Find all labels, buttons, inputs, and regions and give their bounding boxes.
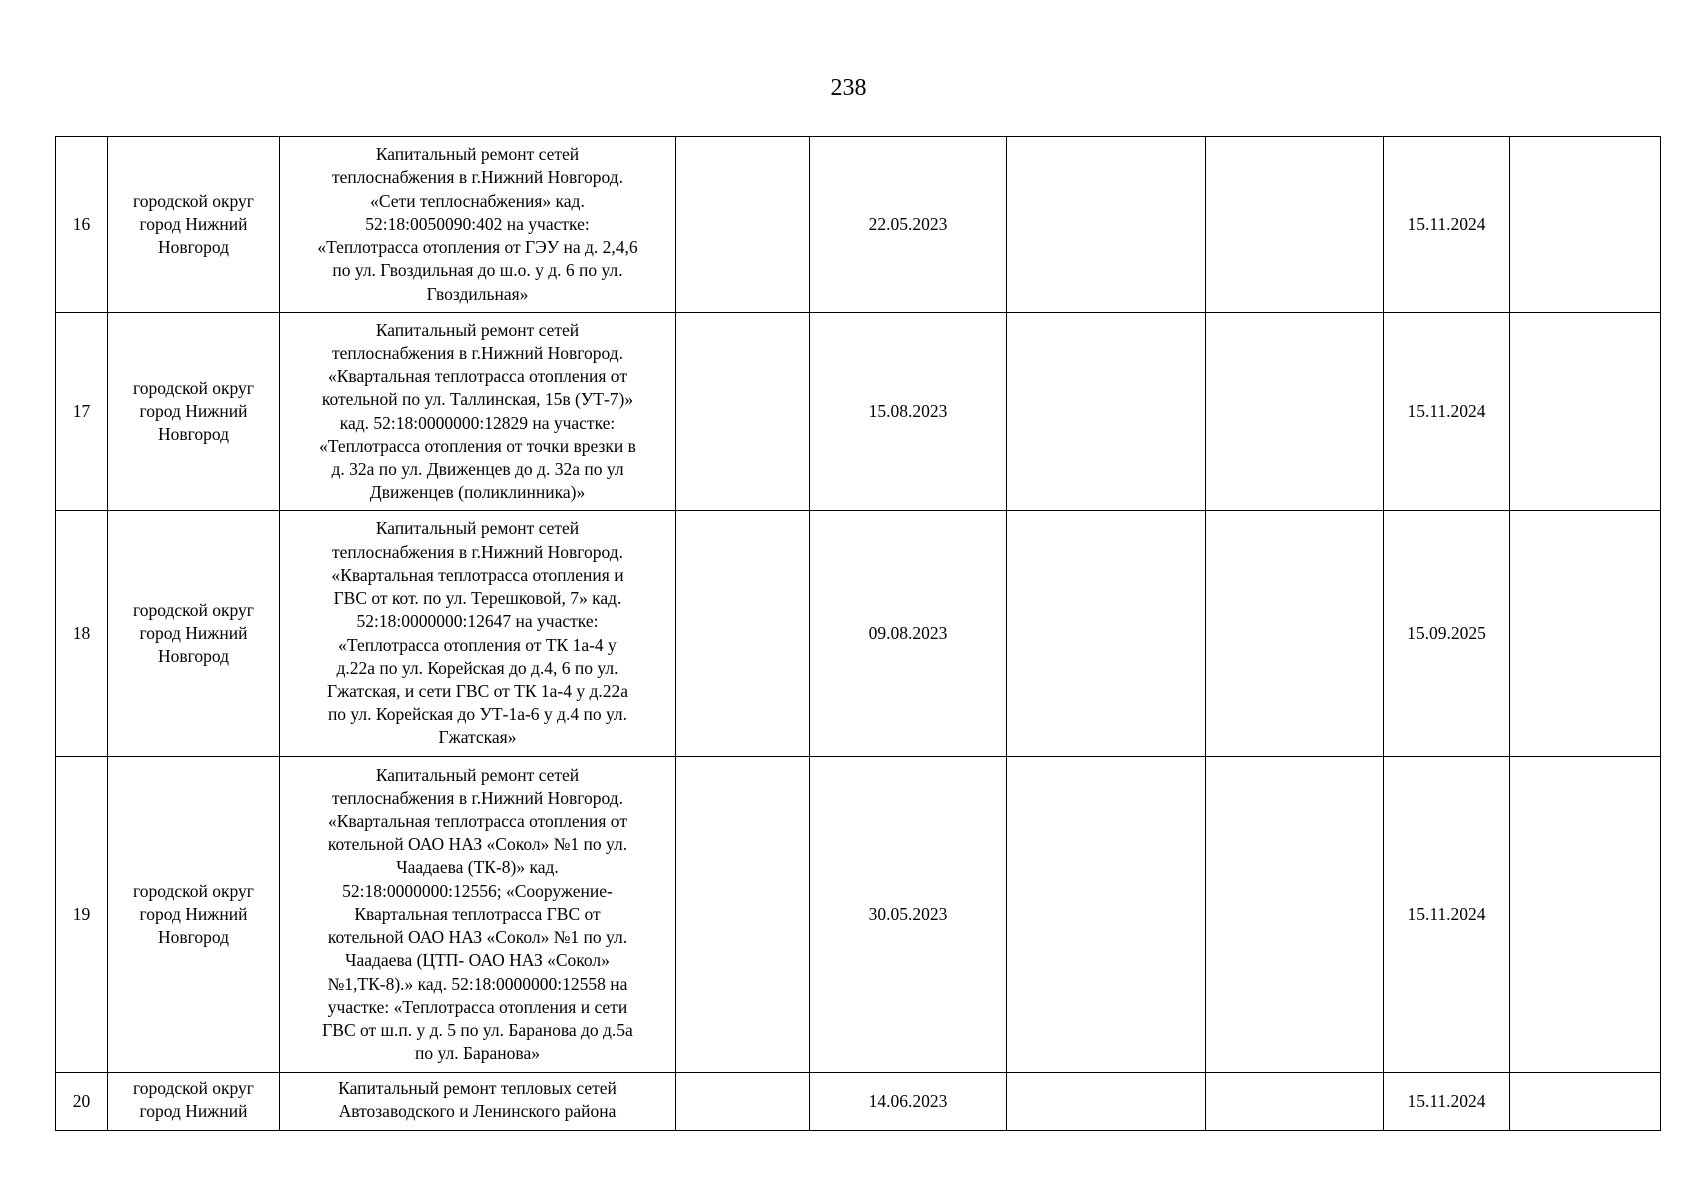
row-number: 16 <box>56 137 108 313</box>
empty-cell <box>1206 137 1384 313</box>
empty-cell <box>676 511 810 757</box>
start-date-cell: 22.05.2023 <box>810 137 1007 313</box>
description-cell: Капитальный ремонт тепловых сетей Автозаводского и Ленинского района <box>280 1073 676 1131</box>
page-number: 238 <box>830 75 867 101</box>
municipality-cell: городской округ город Нижний Новгород <box>108 757 280 1073</box>
empty-cell <box>1510 511 1661 757</box>
start-date-cell: 09.08.2023 <box>810 511 1007 757</box>
empty-cell <box>1206 757 1384 1073</box>
table-row <box>56 137 1661 313</box>
table-row <box>56 1073 1661 1131</box>
empty-cell <box>1510 313 1661 511</box>
municipality-cell: городской округ город Нижний Новгород <box>108 137 280 313</box>
end-date-cell: 15.11.2024 <box>1384 757 1510 1073</box>
empty-cell <box>676 137 810 313</box>
empty-cell <box>1007 313 1206 511</box>
empty-cell <box>1007 511 1206 757</box>
municipality-cell: городской округ город Нижний Новгород <box>108 313 280 511</box>
municipality-cell: городской округ город Нижний <box>108 1073 280 1131</box>
start-date-cell: 14.06.2023 <box>810 1073 1007 1131</box>
empty-cell <box>1510 137 1661 313</box>
empty-cell <box>1510 1073 1661 1131</box>
empty-cell <box>676 313 810 511</box>
row-number: 19 <box>56 757 108 1073</box>
end-date-cell: 15.11.2024 <box>1384 137 1510 313</box>
description-cell: Капитальный ремонт сетей теплоснабжения в г.Нижний Новгород. «Сети теплоснабжения» кад. 52:18:0050090:402 на участке: «Теплотрасса отопления от ГЭУ на д. 2,4,6 по ул. Гвоздильная до ш.о. у д. 6 по ул. Гвоздильная» <box>280 137 676 313</box>
start-date-cell: 15.08.2023 <box>810 313 1007 511</box>
end-date-cell: 15.09.2025 <box>1384 511 1510 757</box>
description-cell: Капитальный ремонт сетей теплоснабжения в г.Нижний Новгород. «Квартальная теплотрасса отопления от котельной по ул. Таллинская, 15в (УТ-7)» кад. 52:18:0000000:12829 на участке: «Теплотрасса отопления от точки врезки в д. 32а по ул. Движенцев до д. 32а по ул Движенцев (поликлинника)» <box>280 313 676 511</box>
end-date-cell: 15.11.2024 <box>1384 1073 1510 1131</box>
description-cell: Капитальный ремонт сетей теплоснабжения в г.Нижний Новгород. «Квартальная теплотрасса отопления от котельной ОАО НАЗ «Сокол» №1 по ул. Чаадаева (ТК-8)» кад. 52:18:0000000:12556; «Сооружение- Квартальная теплотрасса ГВС от котельной ОАО НАЗ «Сокол» №1 по ул. Чаадаева (ЦТП- ОАО НАЗ «Сокол» №1,ТК-8).» кад. 52:18:0000000:12558 на участке: «Теплотрасса отопления и сети ГВС от ш.п. у д. 5 по ул. Баранова до д.5а по ул. Баранова» <box>280 757 676 1073</box>
municipality-cell: городской округ город Нижний Новгород <box>108 511 280 757</box>
empty-cell <box>676 757 810 1073</box>
empty-cell <box>1206 511 1384 757</box>
start-date-cell: 30.05.2023 <box>810 757 1007 1073</box>
table-row <box>56 757 1661 1073</box>
row-number: 18 <box>56 511 108 757</box>
table-row <box>56 313 1661 511</box>
table-row <box>56 511 1661 757</box>
end-date-cell: 15.11.2024 <box>1384 313 1510 511</box>
description-cell: Капитальный ремонт сетей теплоснабжения в г.Нижний Новгород. «Квартальная теплотрасса отопления и ГВС от кот. по ул. Терешковой, 7» кад. 52:18:0000000:12647 на участке: «Теплотрасса отопления от ТК 1а-4 у д.22а по ул. Корейская до д.4, 6 по ул. Гжатская, и сети ГВС от ТК 1а-4 у д.22а по ул. Корейская до УТ-1а-6 у д.4 по ул. Гжатская» <box>280 511 676 757</box>
empty-cell <box>1007 757 1206 1073</box>
empty-cell <box>1007 1073 1206 1131</box>
empty-cell <box>1206 1073 1384 1131</box>
row-number: 20 <box>56 1073 108 1131</box>
registry-table <box>55 136 1661 1131</box>
empty-cell <box>1206 313 1384 511</box>
empty-cell <box>1510 757 1661 1073</box>
empty-cell <box>1007 137 1206 313</box>
row-number: 17 <box>56 313 108 511</box>
empty-cell <box>676 1073 810 1131</box>
